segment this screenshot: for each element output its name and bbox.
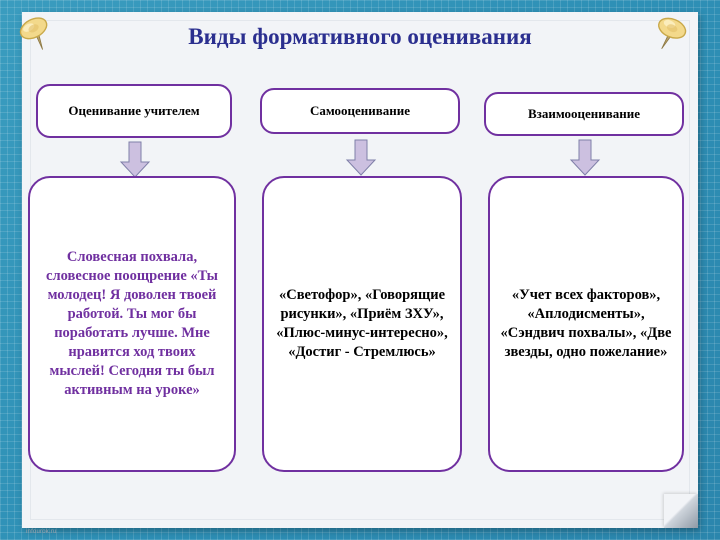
down-arrow-icon: [568, 138, 602, 178]
column-header-peer-assessment: Взаимооценивание: [484, 92, 684, 136]
source-watermark: infourok.ru: [26, 529, 57, 535]
page-title: Виды формативного оценивания: [188, 24, 532, 49]
column-body-peer-assessment: «Учет всех факторов», «Аплодисменты», «Сэндвич похвалы», «Две звезды, одно пожелание»: [488, 176, 684, 472]
column-header-self-assessment: Самооценивание: [260, 88, 460, 134]
down-arrow-icon: [118, 140, 152, 180]
column-body-teacher-assessment: Словесная похвала, словесное поощрение «Ты молодец! Я доволен твоей работой. Ты мог бы поработать лучше. Мне нравится ход твоих мыслей! Сегодня ты был активным на уроке»: [28, 176, 236, 472]
column-body-self-assessment: «Светофор», «Говорящие рисунки», «Приём ЗХУ», «Плюс-минус-интересно», «Достиг - Стремлюсь»: [262, 176, 462, 472]
column-header-teacher-assessment: Оценивание учителем: [36, 84, 232, 138]
pushpin-icon: [12, 8, 58, 54]
down-arrow-icon: [344, 138, 378, 178]
